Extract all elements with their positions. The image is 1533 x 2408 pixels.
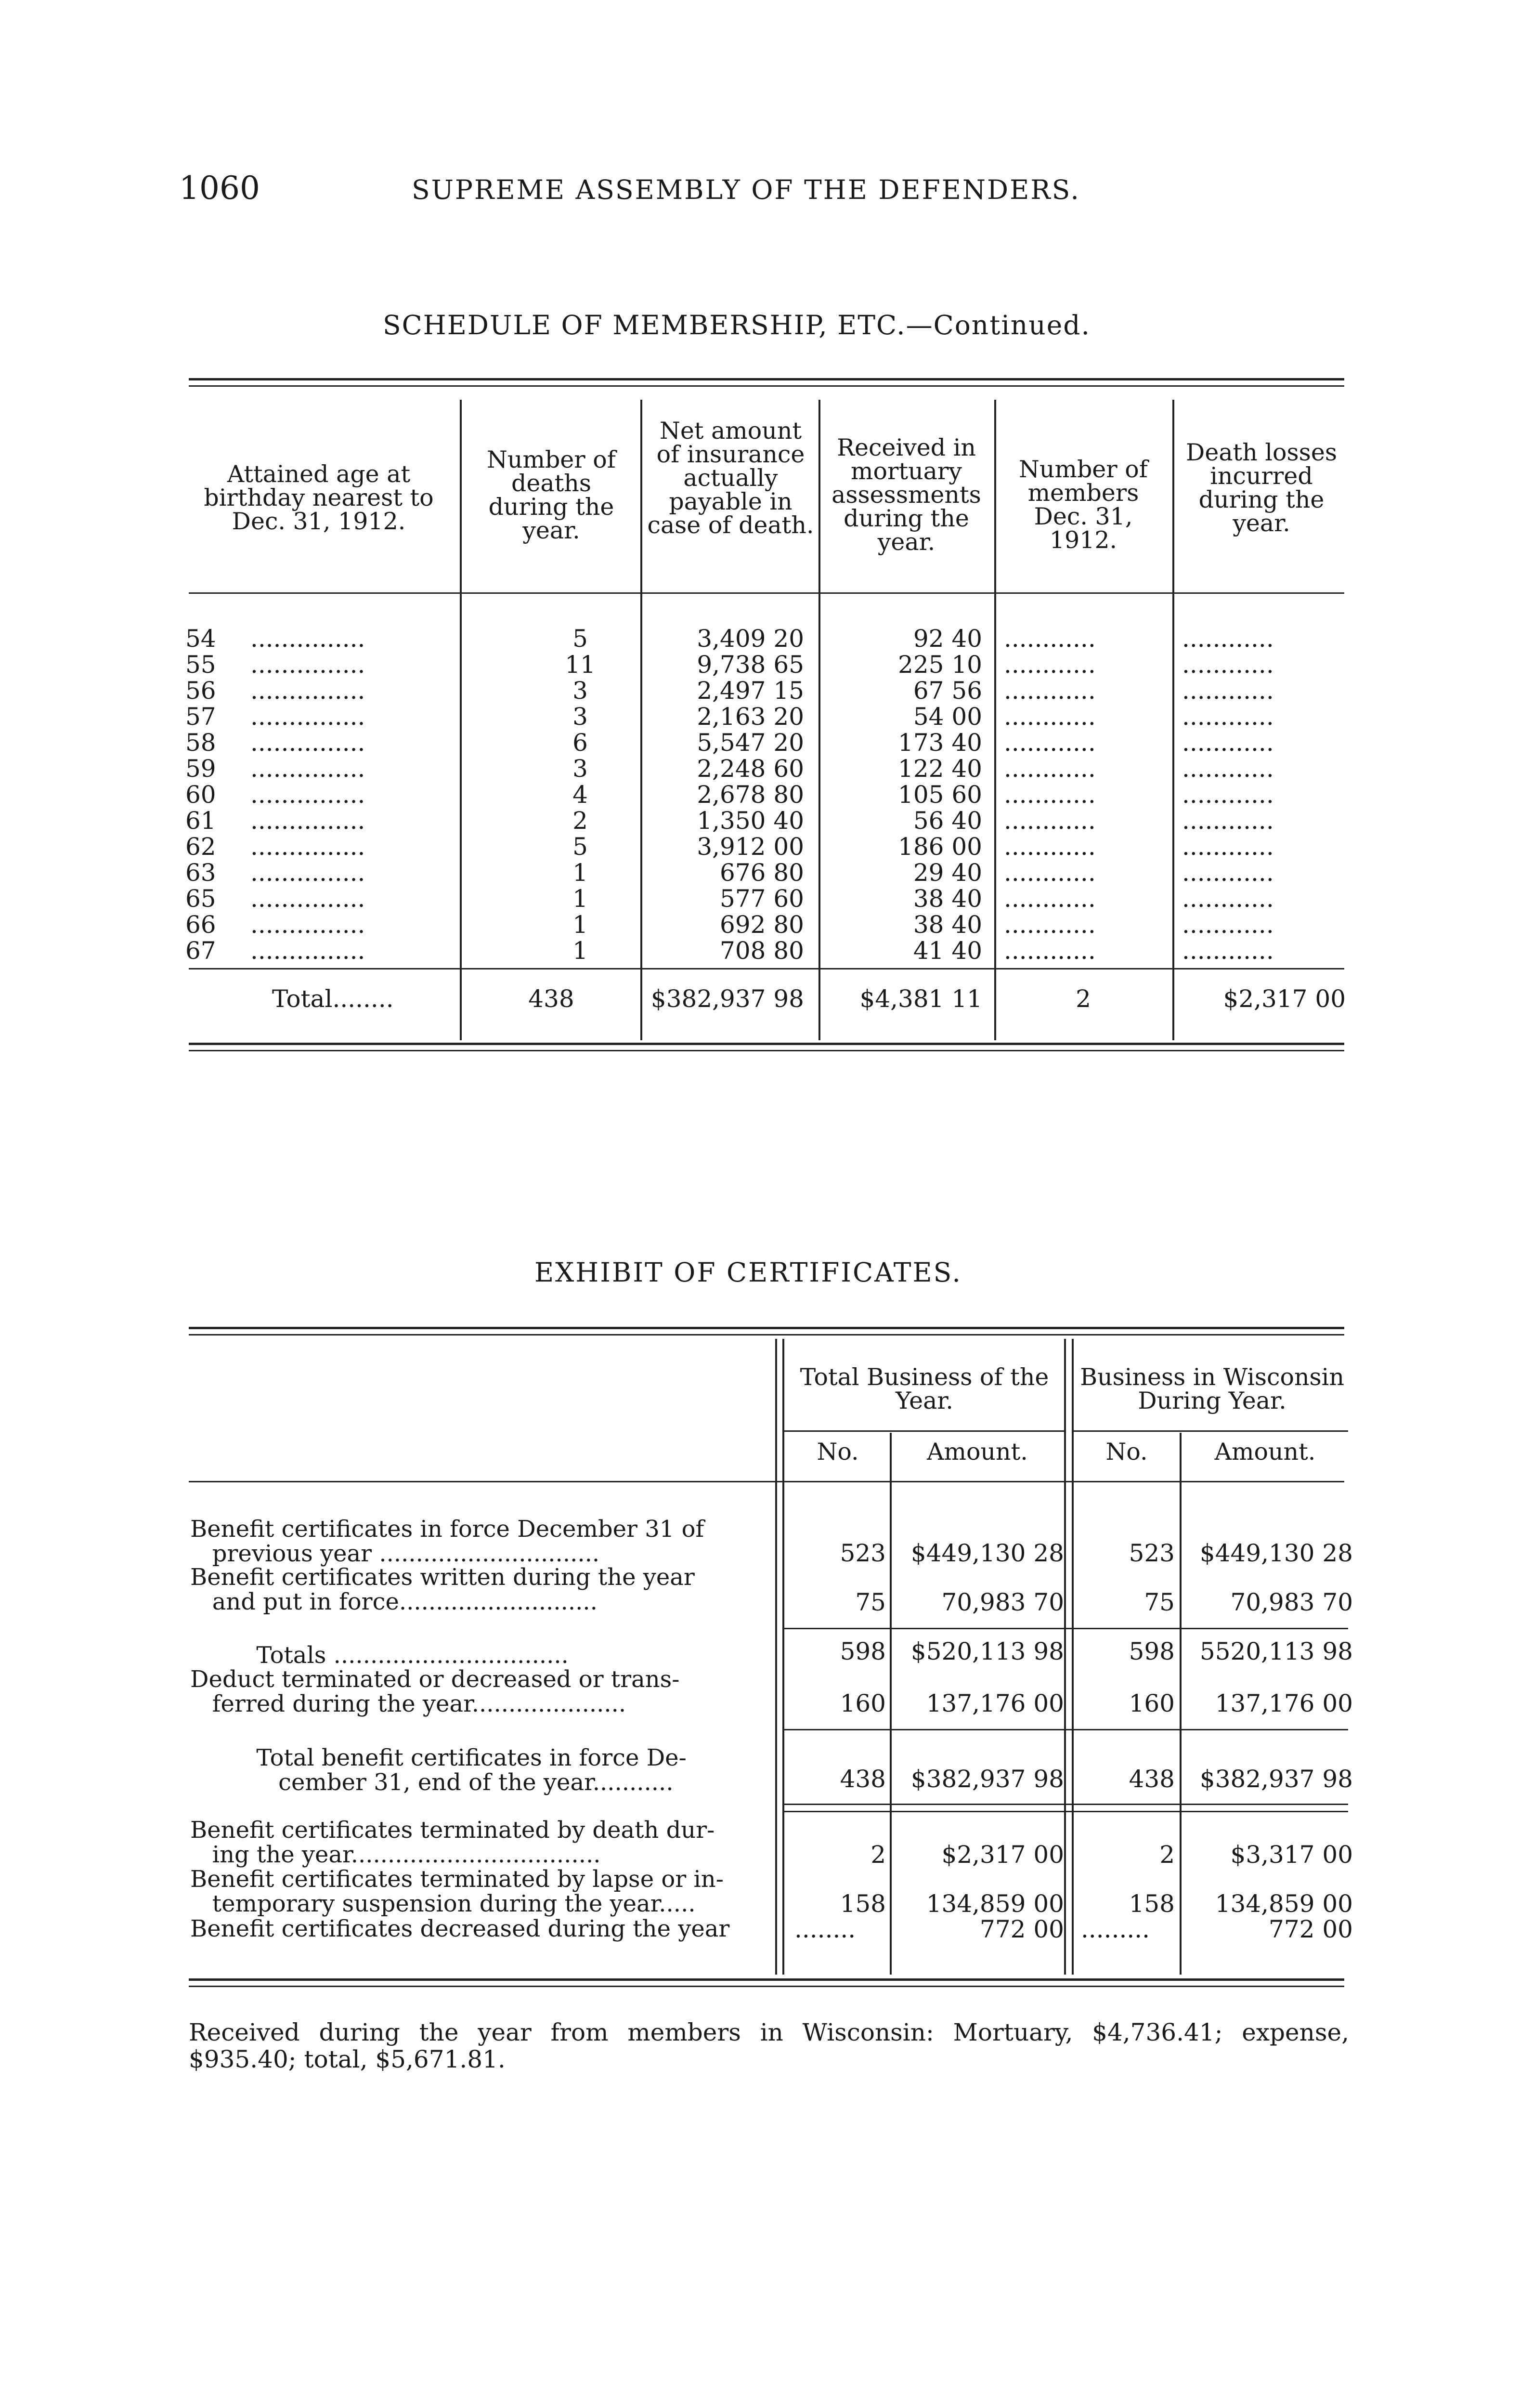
net-cell: 3,912 00: [697, 833, 804, 861]
age-cell: 60: [185, 781, 216, 809]
rule: [189, 1481, 1344, 1482]
received-cell: 41 40: [913, 937, 982, 965]
net-cell: 708 80: [720, 937, 804, 965]
leader-dots: ............: [1182, 703, 1274, 731]
received-cell: 54 00: [913, 703, 982, 731]
no-cell: 523: [1129, 1539, 1175, 1567]
leader-dots: ...............: [250, 781, 365, 809]
amount-cell: 5520,113 98: [1199, 1637, 1353, 1665]
deaths-cell: 5: [572, 625, 588, 653]
rule: [189, 1043, 1344, 1045]
row-label: Benefit certificates decreased during the year: [190, 1915, 730, 1942]
amount-cell: $3,317 00: [1230, 1841, 1353, 1869]
age-cell: 59: [185, 755, 216, 783]
running-title: SUPREME ASSEMBLY OF THE DEFENDERS.: [412, 174, 1080, 205]
amount-cell: $382,937 98: [1199, 1765, 1353, 1793]
leader-dots: ...............: [250, 885, 365, 913]
col-header-members: Number of members Dec. 31, 1912.: [1019, 456, 1148, 554]
schedule-title: SCHEDULE OF MEMBERSHIP, ETC.—Continued.: [383, 310, 1091, 340]
amount-cell: 772 00: [1269, 1915, 1353, 1943]
row-label: Benefit certificates in force December 31 of previous year ..............................: [190, 1516, 704, 1567]
net-cell: 692 80: [720, 911, 804, 939]
leader-dots: ...............: [250, 911, 365, 939]
leader-dots: ............: [1182, 911, 1274, 939]
no-cell: 438: [840, 1765, 886, 1793]
row-label: Benefit certificates written during the year and put in force...........................: [190, 1564, 695, 1615]
deaths-cell: 3: [572, 677, 588, 705]
deaths-cell: 1: [572, 885, 588, 913]
amount-cell: 70,983 70: [941, 1588, 1064, 1616]
no-cell: 438: [1129, 1765, 1175, 1793]
col-header-received: Received in mortuary assessments during the year.: [831, 434, 981, 556]
rule: [189, 1050, 1344, 1051]
received-cell: 92 40: [913, 625, 982, 653]
column-rule: [1180, 1433, 1182, 1975]
amount-cell: $449,130 28: [1199, 1539, 1353, 1567]
leader-dots: ...............: [250, 677, 365, 705]
col-header-deaths: Number of deaths during the year.: [487, 446, 616, 544]
column-rule: [775, 1339, 777, 1975]
net-cell: 2,248 60: [697, 755, 804, 783]
group-header-total-business: Total Business of the Year.: [800, 1363, 1049, 1414]
col-header-net-amount: Net amount of insurance actually payable in case of death.: [647, 417, 814, 539]
deaths-cell: 1: [572, 911, 588, 939]
no-cell: .........: [1081, 1915, 1150, 1943]
no-cell: 160: [840, 1689, 886, 1717]
row-label: Deduct terminated or decreased or trans- ferred during the year.....................: [190, 1666, 680, 1717]
no-cell: 2: [1159, 1841, 1175, 1869]
received-cell: 38 40: [913, 911, 982, 939]
received-cell: 173 40: [898, 729, 982, 757]
rule: [189, 378, 1344, 380]
leader-dots: ............: [1182, 781, 1274, 809]
net-cell: 1,350 40: [697, 807, 804, 835]
leader-dots: ...............: [250, 651, 365, 679]
leader-dots: ...............: [250, 755, 365, 783]
rule: [189, 1978, 1344, 1981]
age-cell: 62: [185, 833, 216, 861]
leader-dots: ............: [1182, 859, 1274, 887]
leader-dots: ............: [1004, 937, 1096, 965]
leader-dots: ............: [1004, 885, 1096, 913]
no-cell: 2: [870, 1841, 886, 1869]
rule: [784, 1811, 1348, 1812]
rule: [189, 1327, 1344, 1329]
leader-dots: ............: [1182, 833, 1274, 861]
group-header-wisconsin: Business in Wisconsin During Year.: [1080, 1363, 1344, 1414]
row-label: Benefit certificates terminated by death dur- ing the year..................................: [190, 1817, 715, 1868]
net-cell: 2,497 15: [697, 677, 804, 705]
no-cell: 160: [1129, 1689, 1175, 1717]
no-cell: 158: [1129, 1890, 1175, 1918]
age-cell: 65: [185, 885, 216, 913]
leader-dots: ............: [1182, 807, 1274, 835]
rule: [784, 1430, 1064, 1432]
amount-cell: 134,859 00: [1215, 1890, 1353, 1918]
total-members: 2: [1076, 985, 1091, 1013]
no-cell: 158: [840, 1890, 886, 1918]
deaths-cell: 1: [572, 859, 588, 887]
amount-cell: $2,317 00: [941, 1841, 1064, 1869]
leader-dots: ............: [1004, 651, 1096, 679]
leader-dots: ............: [1004, 729, 1096, 757]
column-rule: [818, 400, 820, 1040]
age-cell: 66: [185, 911, 216, 939]
amount-cell: 772 00: [980, 1915, 1064, 1943]
total-net: $382,937 98: [650, 985, 804, 1013]
net-cell: 9,738 65: [697, 651, 804, 679]
column-rule: [782, 1339, 784, 1975]
total-deaths: 438: [528, 985, 574, 1013]
amount-cell: 70,983 70: [1230, 1588, 1353, 1616]
amount-cell: 134,859 00: [926, 1890, 1064, 1918]
received-cell: 225 10: [898, 651, 982, 679]
leader-dots: ...............: [250, 937, 365, 965]
no-cell: 523: [840, 1539, 886, 1567]
leader-dots: ............: [1004, 911, 1096, 939]
rule: [189, 1986, 1344, 1987]
deaths-cell: 4: [572, 781, 588, 809]
deaths-cell: 2: [572, 807, 588, 835]
leader-dots: ...............: [250, 625, 365, 653]
total-label: Total........: [272, 985, 394, 1013]
leader-dots: ............: [1004, 703, 1096, 731]
leader-dots: ............: [1182, 677, 1274, 705]
no-cell: 598: [840, 1637, 886, 1665]
leader-dots: ...............: [250, 729, 365, 757]
row-label: Benefit certificates terminated by lapse or in- temporary suspension during the year.....: [190, 1866, 724, 1917]
column-rule: [890, 1433, 892, 1975]
net-cell: 2,678 80: [697, 781, 804, 809]
rule: [784, 1729, 1348, 1730]
age-cell: 56: [185, 677, 216, 705]
leader-dots: ............: [1182, 729, 1274, 757]
sub-header-no: No.: [1105, 1438, 1148, 1466]
amount-cell: $382,937 98: [910, 1765, 1064, 1793]
net-cell: 3,409 20: [697, 625, 804, 653]
leader-dots: ............: [1004, 755, 1096, 783]
received-cell: 38 40: [913, 885, 982, 913]
age-cell: 54: [185, 625, 216, 653]
sub-header-amount: Amount.: [1214, 1438, 1316, 1466]
age-cell: 63: [185, 859, 216, 887]
column-rule: [460, 400, 462, 1040]
exhibit-title: EXHIBIT OF CERTIFICATES.: [534, 1257, 962, 1288]
total-received: $4,381 11: [859, 985, 982, 1013]
col-header-age: Attained age at birthday nearest to Dec. 31, 1912.: [204, 460, 434, 535]
age-cell: 67: [185, 937, 216, 965]
net-cell: 5,547 20: [697, 729, 804, 757]
leader-dots: ...............: [250, 703, 365, 731]
amount-cell: 137,176 00: [926, 1689, 1064, 1717]
no-cell: ........: [794, 1915, 856, 1943]
leader-dots: ............: [1004, 833, 1096, 861]
deaths-cell: 3: [572, 703, 588, 731]
leader-dots: ............: [1182, 651, 1274, 679]
received-cell: 186 00: [898, 833, 982, 861]
leader-dots: ...............: [250, 859, 365, 887]
leader-dots: ............: [1182, 937, 1274, 965]
leader-dots: ............: [1182, 885, 1274, 913]
rule: [784, 1804, 1348, 1805]
no-cell: 75: [855, 1588, 886, 1616]
rule: [189, 385, 1344, 387]
received-cell: 122 40: [898, 755, 982, 783]
leader-dots: ...............: [250, 807, 365, 835]
rule: [189, 592, 1344, 594]
leader-dots: ............: [1004, 859, 1096, 887]
rule: [189, 1334, 1344, 1335]
leader-dots: ............: [1182, 755, 1274, 783]
deaths-cell: 1: [572, 937, 588, 965]
age-cell: 61: [185, 807, 216, 835]
deaths-cell: 6: [572, 729, 588, 757]
leader-dots: ...............: [250, 833, 365, 861]
amount-cell: $449,130 28: [910, 1539, 1064, 1567]
column-rule: [994, 400, 996, 1040]
no-cell: 75: [1144, 1588, 1175, 1616]
sub-header-no: No.: [817, 1438, 859, 1466]
received-cell: 29 40: [913, 859, 982, 887]
sub-header-amount: Amount.: [927, 1438, 1028, 1466]
age-cell: 58: [185, 729, 216, 757]
rule: [189, 968, 1344, 969]
row-label: Totals ................................: [190, 1642, 569, 1669]
net-cell: 577 60: [720, 885, 804, 913]
net-cell: 676 80: [720, 859, 804, 887]
deaths-cell: 11: [565, 651, 596, 679]
page-number: 1060: [179, 170, 260, 207]
leader-dots: ............: [1004, 807, 1096, 835]
deaths-cell: 3: [572, 755, 588, 783]
footnote: Received during the year from members in Wisconsin: Mortuary, $4,736.41; expense, $935.40; total, $5,671.81.: [189, 2018, 1349, 2073]
column-rule: [1172, 400, 1174, 1040]
rule: [784, 1628, 1348, 1629]
amount-cell: $520,113 98: [910, 1637, 1064, 1665]
total-losses: $2,317 00: [1223, 985, 1346, 1013]
column-rule: [1064, 1339, 1066, 1975]
net-cell: 2,163 20: [697, 703, 804, 731]
no-cell: 598: [1129, 1637, 1175, 1665]
leader-dots: ............: [1004, 677, 1096, 705]
rule: [1074, 1430, 1348, 1432]
col-header-death-losses: Death losses incurred during the year.: [1186, 439, 1337, 537]
leader-dots: ............: [1182, 625, 1274, 653]
received-cell: 56 40: [913, 807, 982, 835]
age-cell: 55: [185, 651, 216, 679]
received-cell: 105 60: [898, 781, 982, 809]
leader-dots: ............: [1004, 625, 1096, 653]
age-cell: 57: [185, 703, 216, 731]
amount-cell: 137,176 00: [1215, 1689, 1353, 1717]
leader-dots: ............: [1004, 781, 1096, 809]
row-label: Total benefit certificates in force De- cember 31, end of the year...........: [256, 1744, 687, 1796]
received-cell: 67 56: [913, 677, 982, 705]
deaths-cell: 5: [572, 833, 588, 861]
